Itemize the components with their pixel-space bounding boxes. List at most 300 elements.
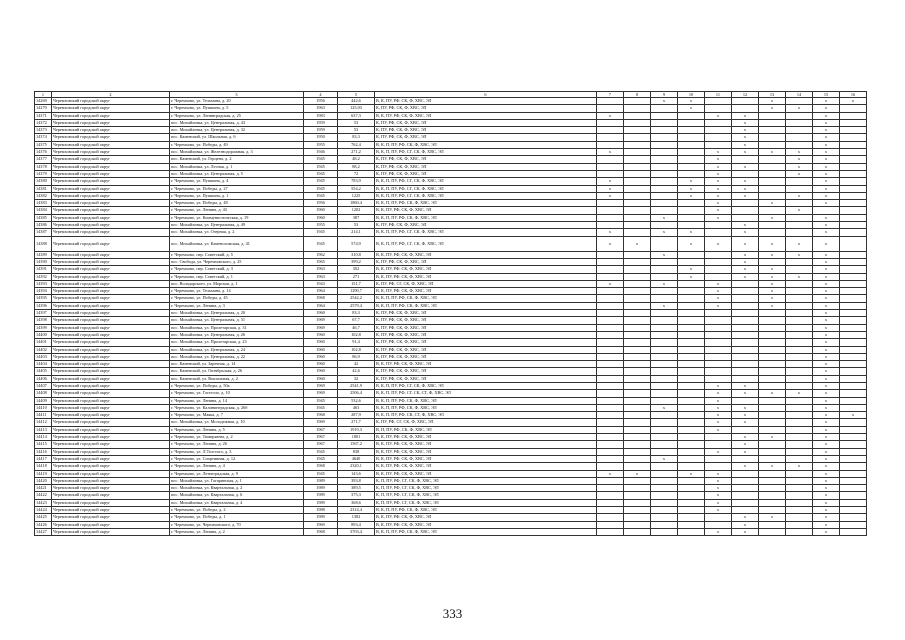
work-types-cell: В, К, ПУ, РФ, СК, Ф, ХВС, ЭЛ [375,514,597,521]
mark-cell: x [732,448,759,455]
row-id-cell: 14420 [35,477,52,484]
mark-cell [840,390,867,397]
mark-cell [624,441,651,448]
mark-cell [597,302,624,309]
mark-cell [597,426,624,433]
mark-cell [597,463,624,470]
district-cell: Черемховский городской округ [52,382,170,389]
mark-cell [786,426,813,433]
district-cell: Черемховский городской округ [52,455,170,462]
area-cell: 2314,4 [338,507,375,514]
mark-cell: x [705,163,732,170]
column-number-header: 1 [35,92,52,98]
mark-cell [597,441,624,448]
mark-cell: x [759,200,786,207]
mark-cell: x [759,288,786,295]
district-cell: Черемховский городской округ [52,477,170,484]
mark-cell [705,134,732,141]
mark-cell [786,112,813,119]
mark-cell [840,119,867,126]
mark-cell: x [813,470,840,477]
table-row [35,207,867,214]
row-id-cell: 14379 [35,170,52,177]
table-row [35,528,867,535]
area-cell: 3703,4 [338,528,375,535]
mark-cell [597,258,624,265]
year-cell: 1963 [304,273,338,280]
address-cell: пос. Михайловка, ул. Гагаринская, д. 1 [170,477,304,484]
mark-cell [786,310,813,317]
mark-cell [597,170,624,177]
mark-cell [651,156,678,163]
mark-cell: x [786,163,813,170]
mark-cell: x [705,112,732,119]
mark-cell [786,200,813,207]
address-cell: г. Черемхово, ул. Тимирязева, д. 2 [170,434,304,441]
work-types-cell: В, К, ПУ, РФ, СК, Ф, ХВС, ЭЛ [375,521,597,528]
mark-cell [678,507,705,514]
address-cell: г. Черемхово, ул. Гастелло, д. 10 [170,390,304,397]
table-row [35,156,867,163]
mark-cell [624,397,651,404]
mark-cell: x [759,434,786,441]
district-cell: Черемховский городской округ [52,404,170,411]
year-cell: 1989 [304,492,338,499]
year-cell: 1969 [304,419,338,426]
mark-cell [678,163,705,170]
mark-cell [678,119,705,126]
year-cell: 1945 [304,229,338,236]
area-cell: 83,3 [338,310,375,317]
mark-cell [705,98,732,105]
district-cell: Черемховский городской округ [52,163,170,170]
row-id-cell: 14398 [35,317,52,324]
year-cell: 1989 [304,499,338,506]
district-cell: Черемховский городской округ [52,149,170,156]
mark-cell: x [705,170,732,177]
mark-cell [732,426,759,433]
mark-cell: x [732,528,759,535]
address-cell: г. Черемхово, ул. Ленина, д. 43 [170,207,304,214]
mark-cell: x [813,119,840,126]
mark-cell: x [732,149,759,156]
area-cell: 442,6 [338,98,375,105]
mark-cell: x [786,105,813,112]
address-cell: пос. Каменский, ул. Школьная, д. 6 [170,134,304,141]
year-cell: 1950 [304,134,338,141]
mark-cell [624,127,651,134]
mark-cell [678,514,705,521]
column-number-header: 14 [786,92,813,98]
mark-cell: x [759,295,786,302]
area-cell: 2541,9 [338,382,375,389]
mark-cell: x [732,273,759,280]
mark-cell: x [759,98,786,105]
mark-cell [597,419,624,426]
mark-cell [651,463,678,470]
mark-cell [705,346,732,353]
mark-cell: x [759,514,786,521]
table-row [35,390,867,397]
mark-cell [732,310,759,317]
mark-cell: x [651,251,678,258]
mark-cell [678,149,705,156]
mark-cell: x [678,236,705,251]
mark-cell [759,178,786,185]
mark-cell [840,273,867,280]
year-cell: 1965 [304,258,338,265]
year-cell: 1968 [304,412,338,419]
mark-cell: x [786,236,813,251]
mark-cell [840,521,867,528]
area-cell: 637,3 [338,112,375,119]
district-cell: Черемховский городской округ [52,266,170,273]
mark-cell [705,463,732,470]
mark-cell [624,222,651,229]
mark-cell [678,310,705,317]
mark-cell: x [840,98,867,105]
row-id-cell: 14380 [35,178,52,185]
mark-cell: x [813,317,840,324]
row-id-cell: 14383 [35,200,52,207]
district-cell: Черемховский городской округ [52,112,170,119]
mark-cell [651,426,678,433]
mark-cell [840,185,867,192]
mark-cell [705,141,732,148]
mark-cell [786,280,813,287]
year-cell: 1968 [304,295,338,302]
address-cell: пос. Михайловка, ул. Квартальная, д. 2 [170,485,304,492]
year-cell: 1945 [304,448,338,455]
table-row [35,105,867,112]
district-cell: Черемховский городской округ [52,397,170,404]
row-id-cell: 14423 [35,499,52,506]
mark-cell [840,375,867,382]
mark-cell [786,404,813,411]
mark-cell [732,507,759,514]
row-id-cell: 14414 [35,434,52,441]
row-id-cell: 14418 [35,463,52,470]
district-cell: Черемховский городской округ [52,324,170,331]
area-cell: 88,2 [338,163,375,170]
mark-cell [651,470,678,477]
address-cell: пос. Михайловка, ул. Центральная, д. 31 [170,317,304,324]
mark-cell: x [651,98,678,105]
mark-cell [705,339,732,346]
row-id-cell: 14407 [35,382,52,389]
mark-cell [597,156,624,163]
year-cell: 1945 [304,455,338,462]
table-row [35,441,867,448]
work-types-cell: К, ПУ, РФ, СК, Ф, ХВС, ЭЛ [375,163,597,170]
row-id-cell: 14427 [35,528,52,535]
row-id-cell: 14399 [35,324,52,331]
mark-cell [678,419,705,426]
mark-cell: x [732,463,759,470]
area-cell: 271,7 [338,419,375,426]
address-cell: пос. Каменский, ул. Герцена, д. 2 [170,156,304,163]
year-cell: 1945 [304,236,338,251]
mark-cell [597,331,624,338]
table-row [35,200,867,207]
mark-cell [624,288,651,295]
mark-cell [786,353,813,360]
mark-cell: x [813,288,840,295]
register-table [34,91,867,536]
year-cell: 1956 [304,98,338,105]
mark-cell: x [705,236,732,251]
mark-cell [705,273,732,280]
mark-cell: x [813,163,840,170]
mark-cell [786,477,813,484]
mark-cell [651,236,678,251]
district-cell: Черемховский городской округ [52,485,170,492]
mark-cell [732,492,759,499]
mark-cell [597,412,624,419]
mark-cell [624,390,651,397]
area-cell: 125,03 [338,105,375,112]
table-row [35,266,867,273]
mark-cell [651,419,678,426]
mark-cell [732,455,759,462]
address-cell: г. Черемхово, ул. Калининградская, д. 26б [170,404,304,411]
row-id-cell: 14424 [35,507,52,514]
work-types-cell: В, К, ПУ, РФ, СК, Ф, ХВС, ЭЛ [375,266,597,273]
mark-cell: x [840,412,867,419]
table-row [35,492,867,499]
year-cell: 1945 [304,397,338,404]
mark-cell [759,397,786,404]
row-id-cell: 14397 [35,310,52,317]
mark-cell [597,375,624,382]
district-cell: Черемховский городской округ [52,273,170,280]
mark-cell [759,207,786,214]
district-cell: Черемховский городской округ [52,207,170,214]
mark-cell [597,310,624,317]
mark-cell [678,492,705,499]
mark-cell [651,339,678,346]
row-id-cell: 14386 [35,222,52,229]
mark-cell [597,251,624,258]
work-types-cell: К, ПУ, РФ, СК, Ф, ХВС, ЭЛ [375,170,597,177]
mark-cell [786,397,813,404]
table-row [35,485,867,492]
year-cell: 1968 [304,528,338,535]
work-types-cell: К, ПУ, РФ, СГ, СК, Ф, ХВС, ЭЛ [375,280,597,287]
year-cell: 1960 [304,346,338,353]
mark-cell: x [813,404,840,411]
mark-cell [624,514,651,521]
mark-cell [678,521,705,528]
area-cell: 2542,2 [338,295,375,302]
area-cell: 287,9 [338,412,375,419]
mark-cell [624,310,651,317]
row-id-cell: 14374 [35,134,52,141]
mark-cell: x [813,485,840,492]
mark-cell [678,361,705,368]
row-id-cell: 14410 [35,404,52,411]
mark-cell [840,251,867,258]
mark-cell [786,119,813,126]
mark-cell: x [759,273,786,280]
mark-cell [597,499,624,506]
area-cell: 399,2 [338,258,375,265]
mark-cell [651,310,678,317]
mark-cell: x [651,455,678,462]
address-cell: г. Черемхово, ул. Ленина, д. 4 [170,463,304,470]
district-cell: Черемховский городской округ [52,141,170,148]
mark-cell [840,470,867,477]
mark-cell [597,119,624,126]
address-cell: г. Черемхово, ул. Пушкина, д. 4 [170,178,304,185]
work-types-cell: К, ПУ, РФ, СК, Ф, ХВС, ЭЛ [375,324,597,331]
area-cell: 102,8 [338,331,375,338]
mark-cell: x [705,207,732,214]
mark-cell: x [732,390,759,397]
mark-cell [759,170,786,177]
column-number-header: 6 [375,92,597,98]
mark-cell [597,222,624,229]
mark-cell: x [813,346,840,353]
table-row [35,404,867,411]
mark-cell [705,368,732,375]
mark-cell [732,375,759,382]
mark-cell [786,222,813,229]
mark-cell [597,288,624,295]
table-row [35,288,867,295]
mark-cell: x [678,266,705,273]
mark-cell [678,353,705,360]
mark-cell: x [651,302,678,309]
mark-cell [840,419,867,426]
district-cell: Черемховский городской округ [52,470,170,477]
mark-cell [678,207,705,214]
row-id-cell: 14396 [35,302,52,309]
mark-cell [624,521,651,528]
mark-cell [624,463,651,470]
mark-cell [840,404,867,411]
address-cell: пос. Михайловка, ул. Квартальная, д. 4 [170,499,304,506]
mark-cell: x [705,492,732,499]
mark-cell [705,310,732,317]
mark-cell: x [813,266,840,273]
mark-cell [651,382,678,389]
work-types-cell: В, К, ПУ, РФ, СК, Ф, ХВС, ЭЛ [375,470,597,477]
mark-cell [840,448,867,455]
mark-cell [597,295,624,302]
address-cell: пос. Михайловка, ул. Озерная, д. 2 [170,229,304,236]
row-id-cell: 14401 [35,339,52,346]
work-types-cell: В, К, ПУ, РФ, СК, Ф, ХВС, ЭЛ [375,441,597,448]
mark-cell [840,507,867,514]
mark-cell: x [813,105,840,112]
mark-cell: x [759,105,786,112]
mark-cell: x [705,200,732,207]
mark-cell: x [813,353,840,360]
year-cell: 1960 [304,368,338,375]
mark-cell [786,134,813,141]
mark-cell [651,477,678,484]
mark-cell: x [813,302,840,309]
row-id-cell: 14377 [35,156,52,163]
mark-cell: x [597,229,624,236]
mark-cell [759,470,786,477]
mark-cell: x [813,141,840,148]
mark-cell [840,455,867,462]
mark-cell [705,361,732,368]
work-types-cell: В, К, ПУ, РФ, СК, Ф, ХВС, ЭЛ [375,288,597,295]
mark-cell [597,141,624,148]
address-cell: г. Черемхово, ул. Ленина, д. 26 [170,441,304,448]
district-cell: Черемховский городской округ [52,528,170,535]
mark-cell: x [813,397,840,404]
mark-cell: x [732,112,759,119]
mark-cell: x [624,470,651,477]
area-cell: 368,6 [338,499,375,506]
address-cell: г. Черемхово, ул. Пушкина, д. 5 [170,105,304,112]
mark-cell [759,485,786,492]
mark-cell: x [813,426,840,433]
mark-cell [624,528,651,535]
area-cell: 53 [338,127,375,134]
work-types-cell: К, П, ПУ, РФ, СГ, СК, Ф, ХВС, ЭЛ [375,499,597,506]
work-types-cell: В, К, ПУ, РФ, СК, Ф, ХВС, ЭЛ [375,361,597,368]
mark-cell [624,178,651,185]
row-id-cell: 14390 [35,258,52,265]
address-cell: г. Черемхово, ул. Ленина, д. 3 [170,302,304,309]
table-row [35,455,867,462]
mark-cell: x [705,507,732,514]
mark-cell [597,214,624,221]
work-types-cell: К, ПУ, РФ, СК, Ф, ХВС, ЭЛ [375,375,597,382]
mark-cell [624,404,651,411]
mark-cell [624,185,651,192]
address-cell: пос. Михайловка, ул. Железнодорожная, д. 3 [170,149,304,156]
row-id-cell: 14371 [35,112,52,119]
mark-cell [678,339,705,346]
area-cell: 2320,1 [338,463,375,470]
mark-cell: x [732,404,759,411]
mark-cell [624,324,651,331]
mark-cell: x [813,112,840,119]
mark-cell: x [813,280,840,287]
mark-cell [651,368,678,375]
mark-cell [705,119,732,126]
mark-cell: x [786,273,813,280]
mark-cell [678,463,705,470]
table-row [35,302,867,309]
mark-cell [759,156,786,163]
mark-cell [759,492,786,499]
work-types-cell: В, П, ПУ, РФ, СК, Ф, ХВС, ЭЛ [375,426,597,433]
mark-cell [732,302,759,309]
year-cell: 1956 [304,200,338,207]
district-cell: Черемховский городской округ [52,236,170,251]
row-id-cell: 14382 [35,192,52,199]
row-id-cell: 14404 [35,361,52,368]
year-cell: 1967 [304,441,338,448]
mark-cell [786,412,813,419]
row-id-cell: 14416 [35,448,52,455]
row-id-cell: 14405 [35,368,52,375]
mark-cell [840,331,867,338]
mark-cell: x [597,236,624,251]
mark-cell [651,507,678,514]
address-cell: г. Черемхово, ул. Ленина, д. 5 [170,426,304,433]
area-cell: 1919,3 [338,426,375,433]
mark-cell [786,324,813,331]
table-row [35,412,867,419]
